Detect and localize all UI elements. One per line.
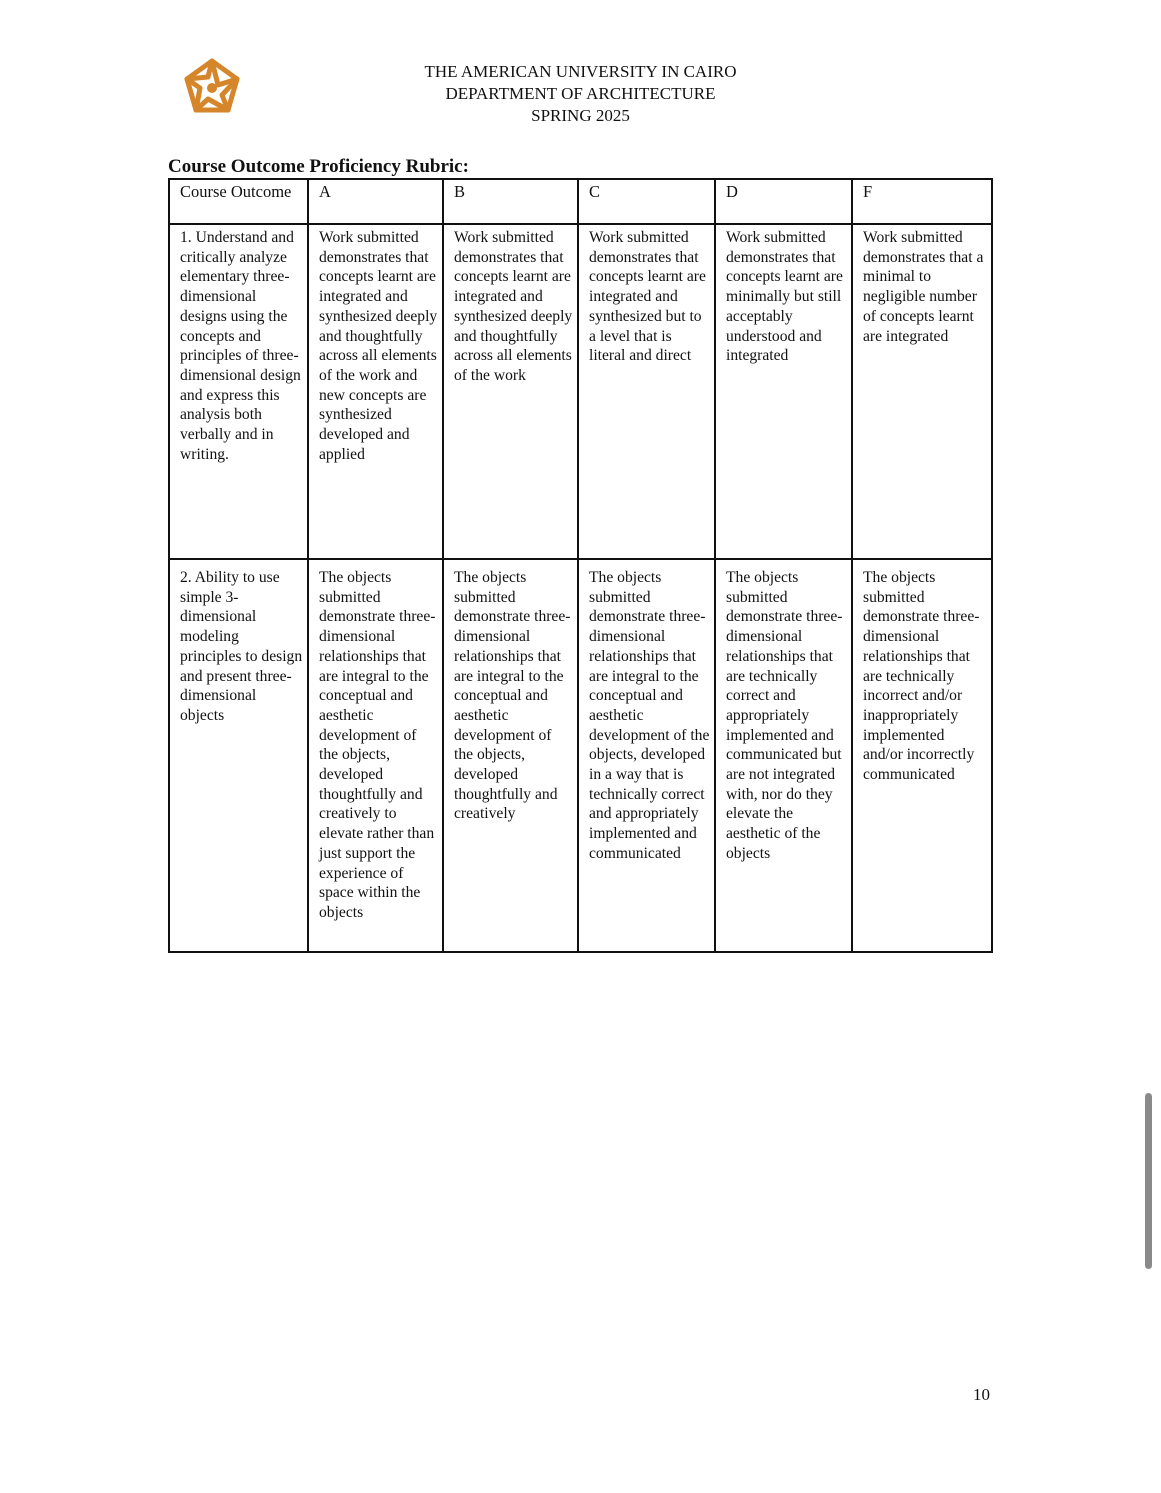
table-row <box>169 224 992 559</box>
department-name: DEPARTMENT OF ARCHITECTURE <box>445 84 716 103</box>
grade-b-cell: Work submitted demonstrates that concepts learnt are integrated and synthesized deeply and thoughtfully across all elements of the work <box>443 224 578 559</box>
column-header-outcome: Course Outcome <box>169 179 308 224</box>
column-header-a: A <box>308 179 443 224</box>
university-name: THE AMERICAN UNIVERSITY IN CAIRO <box>424 62 737 81</box>
grade-a-cell: Work submitted demonstrates that concepts learnt are integrated and synthesized deeply and thoughtfully across all elements of the work and new concepts are synthesized developed and applied <box>308 224 443 559</box>
outcome-cell: 1. Understand and critically analyze elementary three-dimensional designs using the concepts and principles of three-dimensional design and express this analysis both verbally and in writing. <box>169 224 308 559</box>
column-header-b: B <box>443 179 578 224</box>
grade-f-cell: Work submitted demonstrates that a minimal to negligible number of concepts learnt are integrated <box>852 224 992 559</box>
scrollbar-thumb[interactable] <box>1145 1093 1152 1269</box>
grade-b-cell: The objects submitted demonstrate three-dimensional relationships that are integral to the conceptual and aesthetic development of the objects, developed thoughtfully and creatively <box>443 559 578 952</box>
document-header <box>0 61 1161 127</box>
table-row <box>169 559 992 952</box>
grade-a-cell: The objects submitted demonstrate three-dimensional relationships that are integral to the conceptual and aesthetic development of the objects, developed thoughtfully and creatively to elevate rather than just support the experience of space within the objects <box>308 559 443 952</box>
grade-c-cell: Work submitted demonstrates that concepts learnt are integrated and synthesized but to a level that is literal and direct <box>578 224 715 559</box>
column-header-c: C <box>578 179 715 224</box>
grade-d-cell: Work submitted demonstrates that concepts learnt are minimally but still acceptably understood and integrated <box>715 224 852 559</box>
rubric-title: Course Outcome Proficiency Rubric: <box>168 156 469 177</box>
rubric-header-row <box>169 179 992 224</box>
column-header-f: F <box>852 179 992 224</box>
outcome-cell: 2. Ability to use simple 3-dimensional modeling principles to design and present three-dimensional objects <box>169 559 308 952</box>
page-number: 10 <box>973 1385 990 1404</box>
column-header-d: D <box>715 179 852 224</box>
term-label: SPRING 2025 <box>531 106 630 125</box>
grade-c-cell: The objects submitted demonstrate three-dimensional relationships that are integral to the conceptual and aesthetic development of the objects, developed in a way that is technically correct and appropriately implemented and communicated <box>578 559 715 952</box>
rubric-table <box>168 178 993 953</box>
grade-d-cell: The objects submitted demonstrate three-dimensional relationships that are technically correct and appropriately implemented and communicated but are not integrated with, nor do they elevate the aesthetic of the objects <box>715 559 852 952</box>
grade-f-cell: The objects submitted demonstrate three-dimensional relationships that are technically incorrect and/or inappropriately implemented and/or incorrectly communicated <box>852 559 992 952</box>
